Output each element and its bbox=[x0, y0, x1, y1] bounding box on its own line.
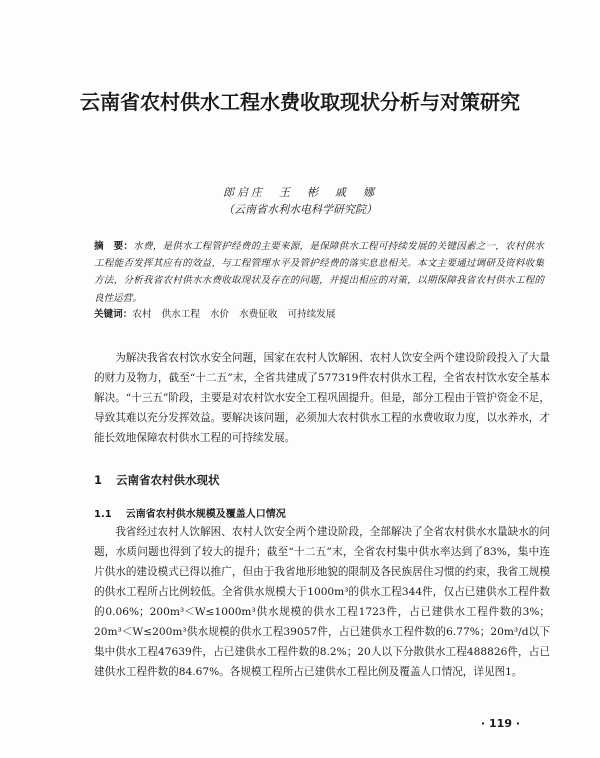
paper-title: 云南省农村供水工程水费收取现状分析与对策研究 bbox=[80, 90, 520, 114]
keyword-item: 供水工程 bbox=[161, 309, 200, 320]
intro-paragraph: 为解决我省农村饮水安全问题，国家在农村人饮解困、农村人饮安全两个建设阶段投入了大量的财力及物力，截至“十二五”末，全省共建成了577319件农村供水工程，全省农村饮水安全基本解决。“十三五”阶段，主要是对农村饮水安全工程巩固提升。但是，部分工程由于管护资金不足，导致其难以充分发挥效益。要解决该问题，必须加大农村供水工程的水费收取力度，以水养水，才能长效地保障农村供水工程的可持续发展。 bbox=[94, 352, 550, 444]
body-paragraph: 我省经过农村人饮解困、农村人饮安全两个建设阶段，全部解决了全省农村供水水量缺水的问题，水质问题也得到了较大的提升；截至“十二五”末，全省农村集中供水率达到了83%，集中连片供水的建设模式已得以推广，但由于我省地形地貌的限制及各民族居住习惯的约束，我省工规模的供水工程所占比例较低。全省供水规模大于1000m³的供水工程344件，仅占已建供水工程件数的0.06%；200m³＜W≤1000m³供水规模的供水工程1723件，占已建供水工程件数的3%；20m³＜W≤200m³供水规模的供水工程39057件，占已建供水工程件数的6.77%；20m³/d以下集中供水工程47639件，占已建供水工程件数的8.2%；20人以下分散供水工程488826件，占已建供水工程件数的84.67%。各规模工程所占已建供水工程比例及覆盖人口情况，详见图1。 bbox=[94, 526, 550, 678]
subsection-number: 1.1 bbox=[94, 509, 112, 520]
author-list: 郎启庄 王 彬 戚 娜 bbox=[223, 186, 377, 199]
section-number: 1 bbox=[94, 473, 103, 487]
keyword-item: 水费征收 bbox=[239, 309, 278, 320]
section-heading bbox=[94, 472, 220, 488]
keyword-item: 水价 bbox=[209, 309, 230, 320]
author-affiliation: （云南省水利水电科学研究院） bbox=[223, 203, 377, 216]
keywords-label: 关键词： bbox=[94, 309, 133, 320]
page-number: · 119 · bbox=[481, 717, 520, 730]
abstract bbox=[94, 238, 544, 307]
keyword-item: 农村 bbox=[132, 309, 152, 320]
subsection-heading bbox=[94, 505, 286, 520]
section-title: 云南省农村供水现状 bbox=[116, 473, 220, 487]
keywords bbox=[94, 306, 544, 323]
keyword-item: 可持续发展 bbox=[287, 309, 336, 320]
abstract-label: 摘 要： bbox=[94, 241, 134, 252]
abstract-text: 水费，是供水工程管护经费的主要来源，是保障供水工程可持续发展的关键因素之一，农村供水工程能否发挥其应有的效益，与工程管理水平及管护经费的落实息息相关。本文主要通过调研及资料收集方法，分析我省农村供水水费收取现状及存在的问题，并提出相应的对策，以期保障我省农村供水工程的良性运营。 bbox=[94, 241, 545, 304]
subsection-title: 云南省农村供水规模及覆盖人口情况 bbox=[125, 509, 286, 520]
